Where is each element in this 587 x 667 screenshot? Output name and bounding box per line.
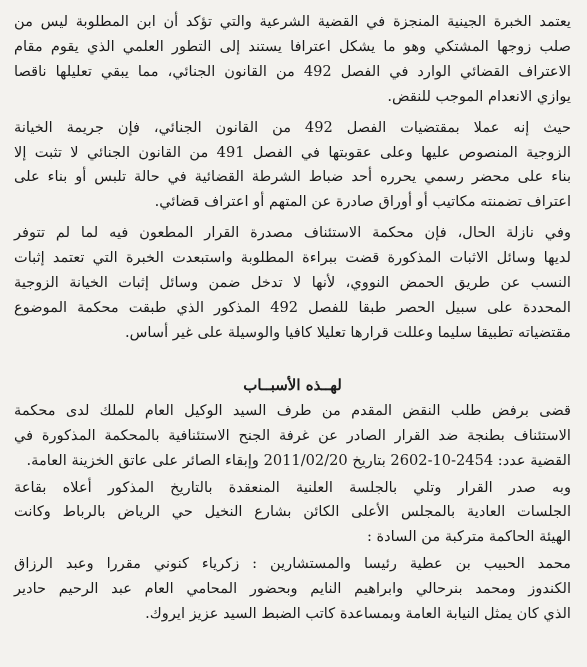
text-line: محمد الحبيب بن عطية رئيسا والمستشارين : زكرياء كنوني مقررا وعبد الرزاق <box>14 555 571 573</box>
paragraph-dna-expertise <box>14 10 571 110</box>
text-line: المحددة على سبيل الحصر طبقا للفصل 492 المذكور الذي طبقت محكمة الموضوع <box>14 298 571 316</box>
text-line: لديها وسائل الاثبات المذكورة قضت ببراءة المطلوبة واستبعدت الخبرة التي تعتمد إثبات <box>14 249 571 267</box>
paragraph-ruling <box>14 399 571 474</box>
text-line: اعتراف تضمنته مكاتيب أو أوراق صادرة عن المتهم أو اعتراف قضائي. <box>154 193 571 211</box>
paragraph-session <box>14 476 571 551</box>
text-line: القضية عدد: 2454-10-2602 بتاريخ 2011/02/20 وإبقاء الصائر على عاتق الخزينة العامة. <box>26 451 571 469</box>
text-line: الاستئناف بطنجة ضد القرار الصادر عن غرفة الجنح الاستئنافية بالمحكمة المذكورة في <box>14 426 571 444</box>
text-line: بناء على محضر رسمي يحرره أحد ضباط الشرطة القضائية في حالة تلبس أو بناء على <box>14 168 571 186</box>
text-line: قضى برفض طلب النقض المقدم من طرف السيد الوكيل العام للملك لدى محكمة <box>14 401 571 419</box>
paragraph-article-492 <box>14 116 571 216</box>
text-line: وفي نازلة الحال، فإن محكمة الاستئناف مصدرة القرار المطعون فيه لما لم تتوفر <box>14 224 571 242</box>
text-line: يعتمد الخبرة الجينية المنجزة في القضية الشرعية والتي تؤكد أن ابن المطلوبة ليس من <box>14 13 571 30</box>
text-line: الهيئة الحاكمة متركبة من السادة : <box>366 528 571 546</box>
text-line: الزوجية المنصوص عليها وعلى عقوبتها في الفصل 491 من القانون الجنائي لا تثبت إلا <box>14 143 571 161</box>
text-line: الجلسات العادية بالمجلس الأعلى الكائن بشارع النخيل حي الرياض بالرباط وكانت <box>14 503 571 521</box>
text-line: يوازي الانعدام الموجب للنقض. <box>387 87 571 105</box>
text-line: صلب زوجها المشتكي وهو ما يشكل اعترافا يستند إلى التطور العلمي الذي يقوم مقام <box>14 37 571 55</box>
text-line: مقتضياته تطبيقا سليما وعللت قرارها تعليلا كافيا والوسيلة على غير أساس. <box>124 323 571 341</box>
paragraph-case-facts <box>14 221 571 346</box>
text-line: وبه صدر القرار وتلي بالجلسة العلنية المنعقدة بالتاريخ المذكور أعلاه بقاعة <box>14 478 571 496</box>
text-line: النسب عن طريق الحمض النووي، لأنها لا تدخل ضمن وسائل إثبات الخيانة الزوجية <box>14 274 571 292</box>
text-line: الذي كان يمثل النيابة العامة وبمساعدة كاتب الضبط السيد عزيز ايروك. <box>145 605 571 623</box>
section-heading-reasons: لهــذه الأسبــاب <box>243 375 342 394</box>
paragraph-panel <box>14 552 571 627</box>
text-line: حيث إنه عملا بمقتضيات الفصل 492 من القانون الجنائي، فإن جريمة الخيانة <box>14 118 571 136</box>
text-line: الكندوز ومحمد بنرحالي وابراهيم النايم وبحضور المحامي العام عبد الرحيم حادير <box>14 580 571 598</box>
text-line: الاعتراف القضائي الوارد في الفصل 492 من القانون الجنائي، مما يبقي تعليلها ناقصا <box>14 62 571 80</box>
